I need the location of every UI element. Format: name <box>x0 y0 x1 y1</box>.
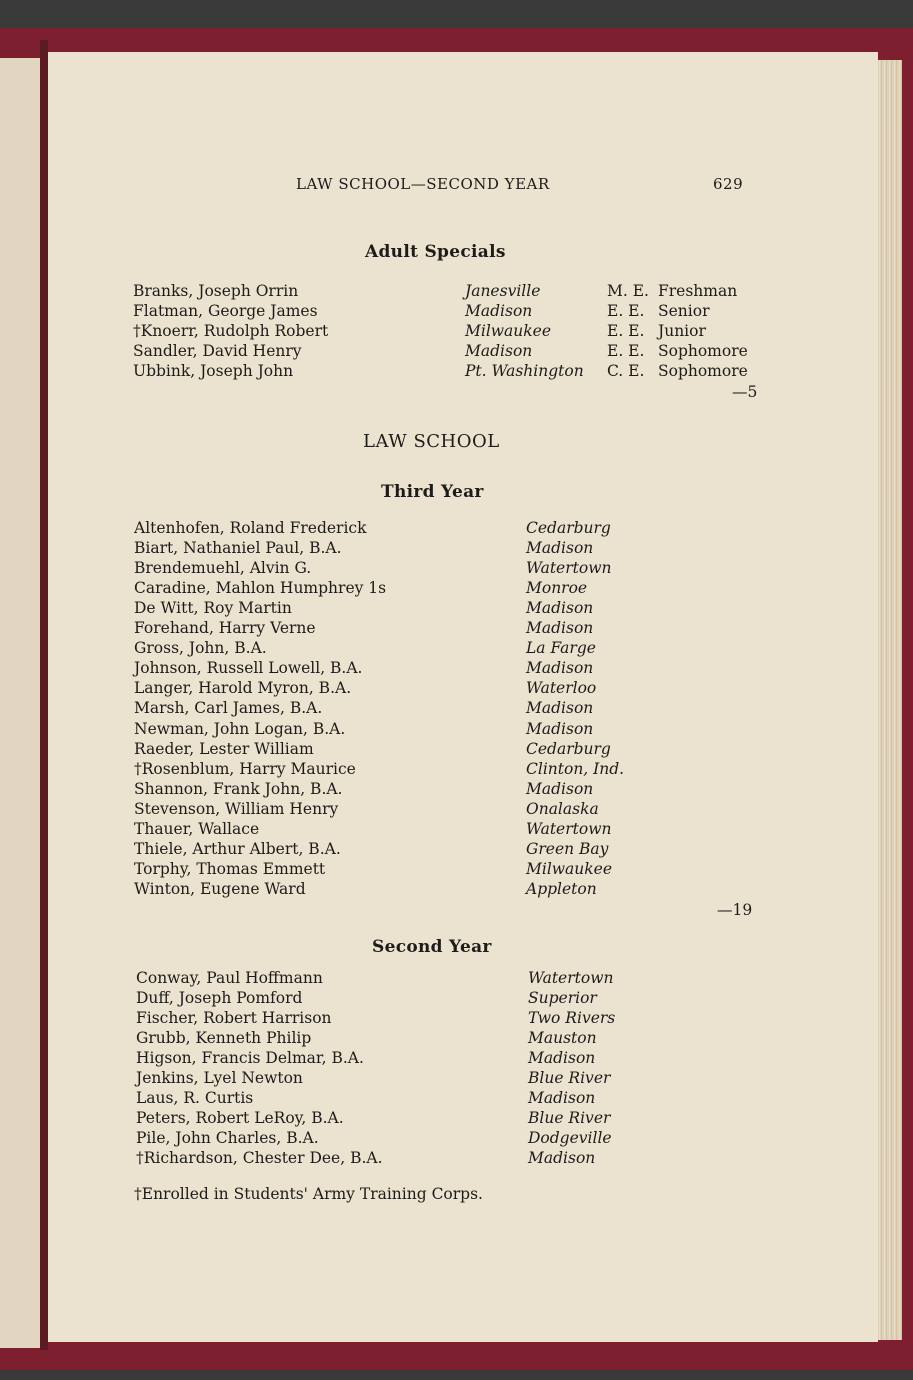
third-year-student-city: Waterloo <box>526 679 597 698</box>
third-year-student-city: Green Bay <box>526 839 609 858</box>
third-year-total: —19 <box>717 901 753 919</box>
adult-special-course: E. E. <box>607 322 645 340</box>
third-year-student-city: Madison <box>526 539 594 558</box>
left-page-edge <box>0 58 42 1348</box>
adult-special-course: E. E. <box>607 302 645 320</box>
adult-special-class: Sophomore <box>658 362 748 380</box>
adult-special-course: C. E. <box>607 362 645 380</box>
adult-special-course: M. E. <box>607 282 649 300</box>
adult-special-city: Madison <box>465 302 533 320</box>
third-year-student-name: Newman, John Logan, B.A. <box>134 719 346 738</box>
footnote: †Enrolled in Students' Army Training Corps. <box>134 1185 483 1203</box>
adult-special-class: Freshman <box>658 282 738 300</box>
second-year-student-city: Superior <box>528 989 597 1007</box>
third-year-student-name: Shannon, Frank John, B.A. <box>134 779 343 798</box>
third-year-student-city: Watertown <box>526 559 612 578</box>
third-year-student-city: Monroe <box>526 579 588 598</box>
third-year-student-city: Cedarburg <box>526 739 611 758</box>
adult-special-class: Sophomore <box>658 342 748 360</box>
second-year-student-name: Duff, Joseph Pomford <box>136 989 303 1007</box>
second-year-student-name: Jenkins, Lyel Newton <box>136 1069 303 1087</box>
book-spine <box>40 40 48 1350</box>
adult-special-class: Senior <box>658 302 710 320</box>
third-year-student-name: Forehand, Harry Verne <box>134 619 316 638</box>
third-year-heading: Third Year <box>381 482 484 502</box>
third-year-student-name: Langer, Harold Myron, B.A. <box>134 679 352 698</box>
third-year-student-city: Clinton, Ind. <box>526 759 625 778</box>
second-year-student-city: Madison <box>528 1149 596 1167</box>
third-year-student-city: Madison <box>526 699 594 718</box>
adult-special-name: Ubbink, Joseph John <box>133 362 294 380</box>
second-year-student-name: Laus, R. Curtis <box>136 1089 254 1107</box>
adult-special-course: E. E. <box>607 342 645 360</box>
third-year-student-name: Raeder, Lester William <box>134 739 314 758</box>
third-year-student-city: Appleton <box>526 879 597 898</box>
third-year-student-city: Madison <box>526 599 594 618</box>
third-year-student-name: Thauer, Wallace <box>134 819 260 838</box>
adult-specials-total: —5 <box>732 383 758 401</box>
law-school-heading: LAW SCHOOL <box>363 431 500 452</box>
second-year-student-name: Grubb, Kenneth Philip <box>136 1029 312 1047</box>
adult-special-name: Branks, Joseph Orrin <box>133 282 299 300</box>
third-year-student-name: Caradine, Mahlon Humphrey 1s <box>134 579 387 598</box>
second-year-student-city: Madison <box>528 1089 596 1107</box>
third-year-student-name: Torphy, Thomas Emmett <box>134 859 326 878</box>
second-year-student-name: †Richardson, Chester Dee, B.A. <box>136 1149 383 1167</box>
third-year-student-city: Madison <box>526 619 594 638</box>
third-year-student-name: Biart, Nathaniel Paul, B.A. <box>134 539 342 558</box>
third-year-student-name: †Rosenblum, Harry Maurice <box>134 759 356 778</box>
page-stack-edge <box>878 60 902 1340</box>
second-year-student-city: Blue River <box>528 1069 611 1087</box>
third-year-student-name: Brendemuehl, Alvin G. <box>134 559 312 578</box>
third-year-student-city: Madison <box>526 659 594 678</box>
adult-specials-heading: Adult Specials <box>365 242 506 262</box>
second-year-student-city: Blue River <box>528 1109 611 1127</box>
third-year-student-city: Cedarburg <box>526 519 611 537</box>
third-year-student-name: Gross, John, B.A. <box>134 639 267 658</box>
running-header-title: LAW SCHOOL—SECOND YEAR <box>296 175 550 193</box>
third-year-student-city: La Farge <box>526 639 596 658</box>
adult-special-name: Flatman, George James <box>133 302 318 320</box>
second-year-student-name: Higson, Francis Delmar, B.A. <box>136 1049 364 1067</box>
third-year-student-name: De Witt, Roy Martin <box>134 599 292 618</box>
second-year-heading: Second Year <box>372 937 492 957</box>
second-year-student-city: Watertown <box>528 969 614 987</box>
third-year-student-name: Marsh, Carl James, B.A. <box>134 699 323 718</box>
third-year-student-city: Onalaska <box>526 799 599 818</box>
second-year-student-name: Fischer, Robert Harrison <box>136 1009 332 1027</box>
third-year-student-name: Stevenson, William Henry <box>134 799 339 818</box>
page-number: 629 <box>713 175 744 193</box>
third-year-student-name: Johnson, Russell Lowell, B.A. <box>134 659 363 678</box>
third-year-student-city: Madison <box>526 719 594 738</box>
third-year-student-city: Watertown <box>526 819 612 838</box>
second-year-student-name: Conway, Paul Hoffmann <box>136 969 323 987</box>
second-year-student-city: Two Rivers <box>528 1009 616 1027</box>
second-year-student-city: Mauston <box>528 1029 597 1047</box>
adult-special-city: Milwaukee <box>465 322 552 340</box>
second-year-student-city: Dodgeville <box>528 1129 612 1147</box>
second-year-student-name: Peters, Robert LeRoy, B.A. <box>136 1109 344 1127</box>
third-year-student-name: Winton, Eugene Ward <box>134 879 306 898</box>
third-year-student-city: Madison <box>526 779 594 798</box>
adult-special-name: Sandler, David Henry <box>133 342 302 360</box>
second-year-student-name: Pile, John Charles, B.A. <box>136 1129 319 1147</box>
adult-special-class: Junior <box>658 322 706 340</box>
second-year-student-city: Madison <box>528 1049 596 1067</box>
adult-special-city: Pt. Washington <box>465 362 584 380</box>
third-year-student-city: Milwaukee <box>526 859 613 878</box>
adult-special-city: Janesville <box>465 282 541 300</box>
adult-special-name: †Knoerr, Rudolph Robert <box>133 322 329 340</box>
third-year-student-name: Thiele, Arthur Albert, B.A. <box>134 839 341 858</box>
third-year-student-name: Altenhofen, Roland Frederick <box>134 519 367 537</box>
adult-special-city: Madison <box>465 342 533 360</box>
